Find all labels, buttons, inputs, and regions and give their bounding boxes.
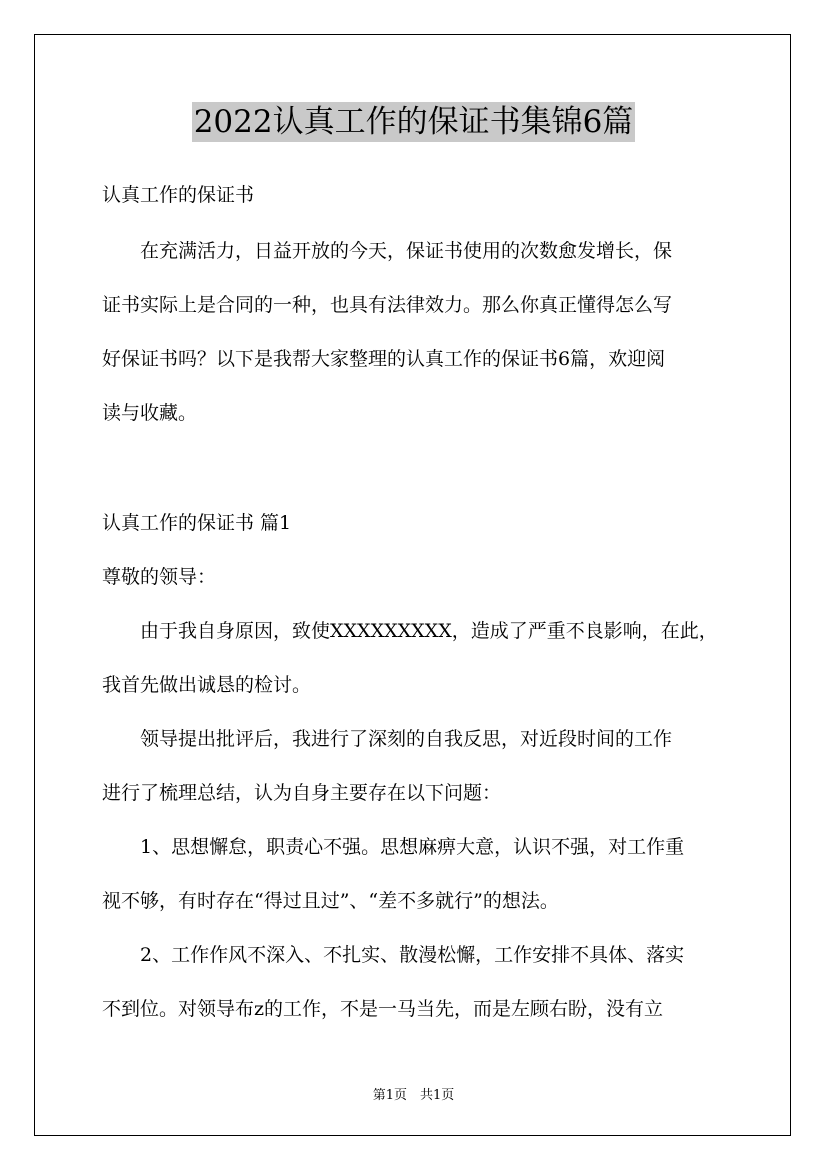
document-title-text: 2022认真工作的保证书集锦6篇 xyxy=(193,104,634,140)
paragraph-line: 1、思想懈怠，职责心不强。思想麻痹大意，认识不强，对工作重 xyxy=(102,836,685,858)
paragraph-line: 证书实际上是合同的一种，也具有法律效力。那么你真正懂得怎么写 xyxy=(102,294,673,316)
paragraph-line: 视不够，有时存在“得过且过”、“差不多就行”的想法。 xyxy=(102,890,559,912)
paragraph-line: 我首先做出诚恳的检讨。 xyxy=(102,674,312,696)
paragraph-line: 不到位。对领导布z的工作，不是一马当先，而是左顾右盼，没有立 xyxy=(102,998,664,1020)
paragraph-line: 好保证书吗？以下是我帮大家整理的认真工作的保证书6篇，欢迎阅 xyxy=(102,348,666,370)
section-heading: 认真工作的保证书 xyxy=(102,184,255,206)
paragraph-line: 由于我自身原因，致使XXXXXXXXX，造成了严重不良影响，在此， xyxy=(102,620,718,642)
paragraph-line: 领导提出批评后，我进行了深刻的自我反思，对近段时间的工作 xyxy=(102,728,673,750)
salutation: 尊敬的领导： xyxy=(102,566,217,588)
section-heading: 认真工作的保证书 篇1 xyxy=(102,512,292,534)
document-title xyxy=(0,96,827,141)
paragraph-line: 读与收藏。 xyxy=(102,402,198,424)
paragraph-line: 进行了梳理总结，认为自身主要存在以下问题： xyxy=(102,782,502,804)
paragraph-line: 2、工作作风不深入、不扎实、散漫松懈，工作安排不具体、落实 xyxy=(102,944,685,966)
paragraph-line: 在充满活力，日益开放的今天，保证书使用的次数愈发增长，保 xyxy=(102,240,673,262)
page-footer: 第1页 共1页 xyxy=(372,1088,455,1103)
